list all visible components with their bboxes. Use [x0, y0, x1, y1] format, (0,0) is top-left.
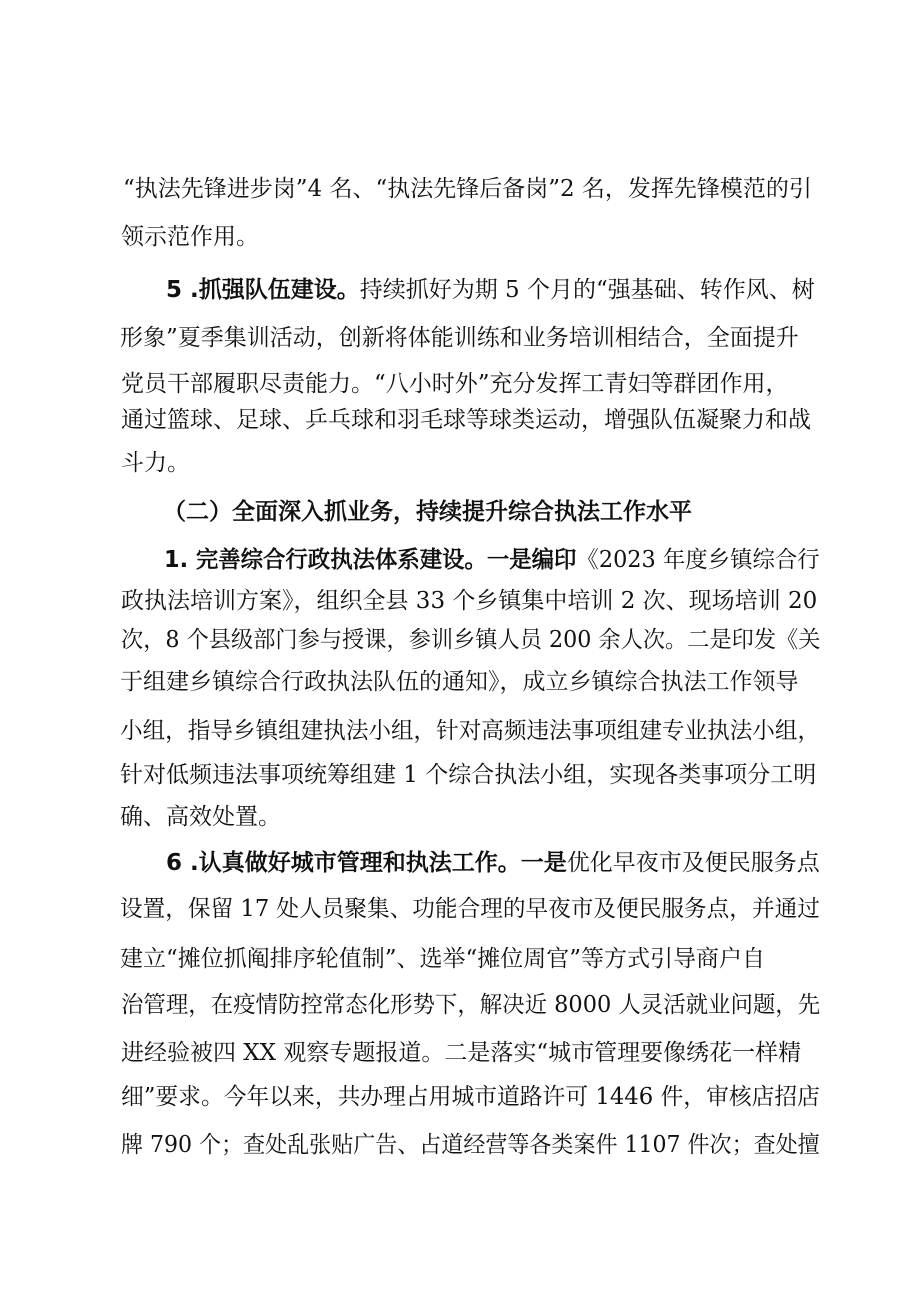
- line-text: 优化早夜市及便民服务点: [566, 850, 820, 876]
- section-heading-line: [166, 848, 820, 878]
- line-text: 综合行: [752, 547, 820, 573]
- line-text: 细”要求。今年以来，共办理占用城市道路许可 1446 件，审核店招店: [121, 1084, 820, 1110]
- section-heading-line: [164, 545, 820, 575]
- line-text: “执法先锋进步岗”4 名、“执法先锋后备岗”2 名，发挥先锋模范的引: [123, 176, 812, 202]
- line-text: 领示范作用。: [121, 224, 259, 250]
- text-line: [121, 625, 820, 655]
- text-line: [121, 586, 817, 616]
- chapter-heading: （二）全面深入抓业务，持续提升综合执法工作水平: [163, 499, 692, 525]
- line-text: 确、高效处置。: [120, 804, 281, 830]
- text-line: [120, 667, 799, 697]
- text-line: [120, 716, 820, 746]
- line-text: 党员干部履职尽责能力。“八小时外”充分发挥工青妇等群团作用，: [121, 371, 789, 397]
- text-line: [120, 760, 816, 790]
- line-text: 次，8 个县级部门参与授课，参训乡镇人员 200 余人次。二是印发《关: [121, 627, 821, 653]
- section-heading: 5 .抓强队伍建设。: [166, 277, 360, 303]
- text-line: [121, 1082, 820, 1112]
- section-heading: 6 .认真做好城市管理和执法工作。一是: [166, 850, 567, 876]
- text-line: [120, 323, 799, 353]
- line-text: 建立“摊位抓阄排序轮值制”、选举“摊位周官”等方式引导商户自: [120, 946, 766, 972]
- document-title-ref: 《2023 年度乡镇: [576, 547, 753, 573]
- line-text: 设置，保留 17 处人员聚集、功能合理的早夜市及便民服务点，并通过: [120, 896, 820, 922]
- text-line: [121, 405, 811, 435]
- line-text: 于组建乡镇综合行政执法队伍的通知》，成立乡镇综合执法工作领导: [120, 669, 799, 695]
- text-line: [121, 222, 259, 252]
- text-line: [121, 990, 820, 1020]
- line-text: 进经验被四 XX 观察专题报道。二是落实“城市管理要像绣花一样精: [121, 1040, 802, 1066]
- line-text: 通过篮球、足球、乒乓球和羽毛球等球类运动，增强队伍凝聚力和战: [121, 407, 811, 433]
- chapter-heading-line: [163, 497, 692, 527]
- line-text: 牌 790 个；查处乱张贴广告、占道经营等各类案件 1107 件次；查处擅: [121, 1132, 820, 1158]
- text-line: [120, 944, 765, 974]
- line-text: 小组，指导乡镇组建执法小组，针对高频违法事项组建专业执法小组，: [120, 718, 821, 744]
- text-line: [120, 894, 820, 924]
- section-heading: 1. 完善综合行政执法体系建设。一是编印: [164, 547, 577, 573]
- text-line: [121, 448, 190, 478]
- text-line: [121, 1130, 820, 1160]
- line-text: 治管理，在疫情防控常态化形势下，解决近 8000 人灵活就业问题，先: [121, 992, 821, 1018]
- text-line: [123, 174, 812, 204]
- text-line: [121, 369, 789, 399]
- line-text: 政执法培训方案》，组织全县 33 个乡镇集中培训 2 次、现场培训 20: [121, 588, 818, 614]
- line-text: 持续抓好为期 5 个月的“强基础、转作风、树: [359, 277, 815, 303]
- text-line: [120, 802, 281, 832]
- line-text: 针对低频违法事项统筹组建 1 个综合执法小组，实现各类事项分工明: [120, 762, 817, 788]
- line-text: 斗力。: [121, 450, 190, 476]
- section-heading-line: [166, 275, 815, 305]
- text-line: [121, 1038, 801, 1068]
- line-text: 形象”夏季集训活动，创新将体能训练和业务培训相结合，全面提升: [120, 325, 799, 351]
